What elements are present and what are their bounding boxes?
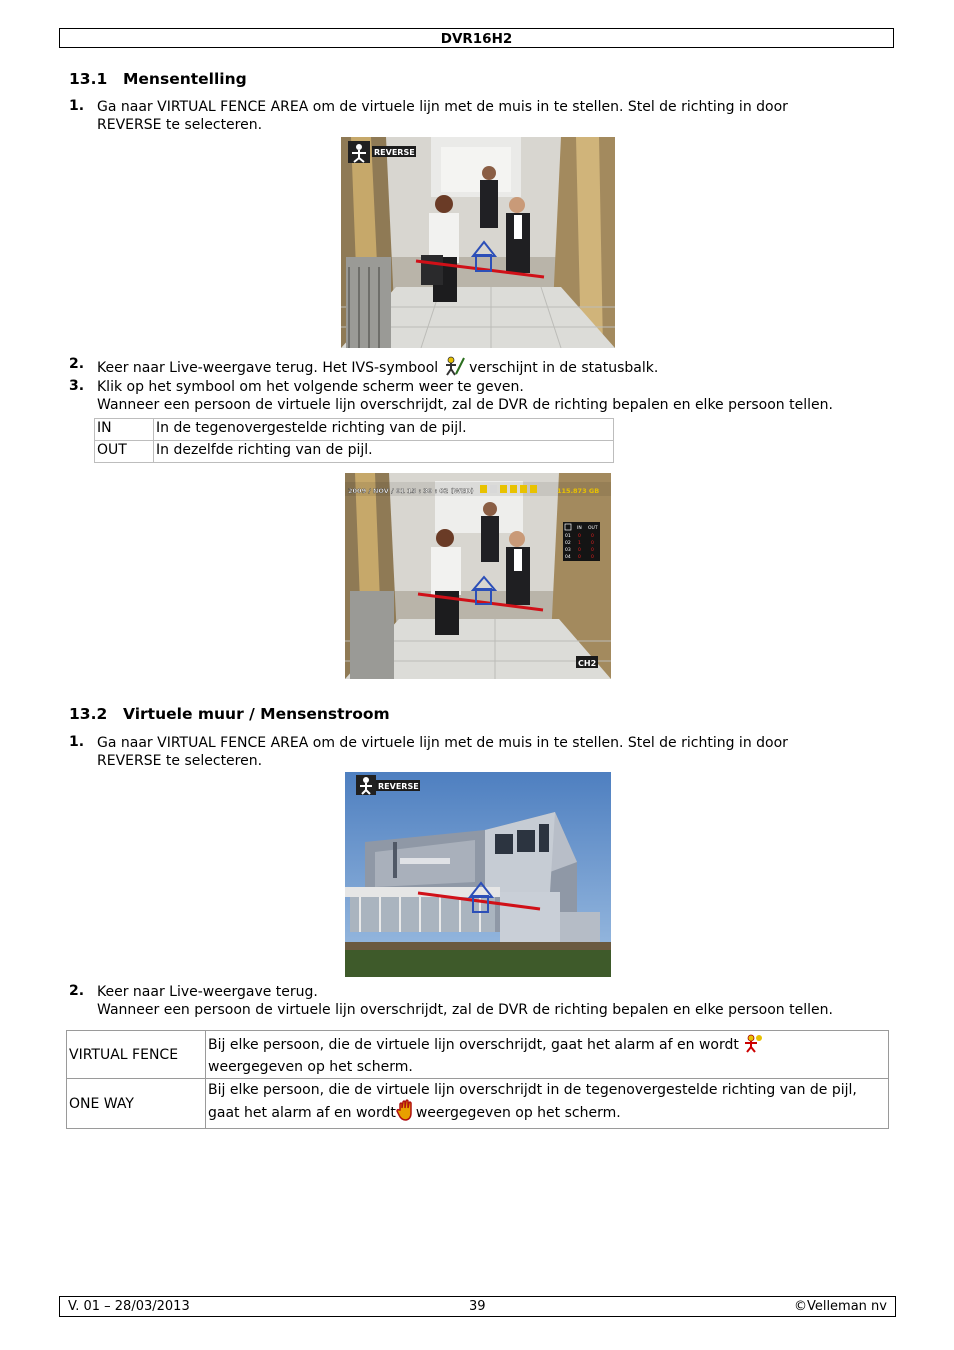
screenshot-live-view-counter — [345, 473, 611, 679]
step-number: 1. — [69, 734, 85, 750]
table-cell-key: OUT — [95, 441, 154, 463]
svg-text:04: 04 — [565, 555, 571, 560]
overlay-reverse-label: REVERSE — [378, 782, 419, 791]
svg-text:0: 0 — [578, 555, 581, 560]
table-cell-value: In dezelfde richting van de pijl. — [154, 441, 614, 463]
svg-text:0: 0 — [591, 548, 594, 553]
page-footer — [59, 1296, 896, 1317]
step-text: Klik op het symbool om het volgende scherm weer te geven. Wanneer een persoon de virtuele lijn overschrijdt, zal de DVR de richting bepalen en elke persoon tellen. — [97, 379, 833, 413]
step-text: Keer naar Live-weergave terug. Het IVS-symbool verschijnt in de statusbalk. — [97, 356, 658, 381]
section-heading-13-1: 13.1 Mensentelling — [69, 70, 247, 88]
svg-text:0: 0 — [591, 541, 594, 546]
footer-page-number: 39 — [469, 1299, 486, 1314]
counter-header-in: IN — [577, 526, 582, 531]
screenshot-virtual-fence-house — [345, 772, 611, 977]
svg-text:02: 02 — [565, 541, 571, 546]
table-row — [95, 419, 614, 441]
step-text: Ga naar VIRTUAL FENCE AREA om de virtuele lijn met de muis in te stellen. Stel de richting in door REVERSE te selecteren. — [97, 99, 788, 133]
overlay-reverse-label: REVERSE — [374, 148, 415, 157]
svg-text:0: 0 — [578, 534, 581, 539]
step-text: Ga naar VIRTUAL FENCE AREA om de virtuele lijn met de muis in te stellen. Stel de richting in door REVERSE te selecteren. — [97, 735, 788, 769]
one-way-hand-icon — [396, 1099, 416, 1126]
screenshot-virtual-fence-corridor — [341, 137, 615, 348]
svg-text:01: 01 — [565, 534, 571, 539]
svg-text:03: 03 — [565, 548, 571, 553]
footer-copyright: ©Velleman nv — [793, 1299, 887, 1314]
channel-label: CH2 — [578, 659, 597, 668]
table-cell-key: IN — [95, 419, 154, 441]
table-cell-key: ONE WAY — [67, 1079, 206, 1129]
footer-version: V. 01 – 28/03/2013 — [68, 1299, 190, 1314]
svg-text:0: 0 — [591, 534, 594, 539]
table-cell-value: In de tegenovergestelde richting van de pijl. — [154, 419, 614, 441]
svg-text:1: 1 — [578, 541, 581, 546]
step-number: 1. — [69, 98, 85, 114]
counter-header-out: OUT — [588, 526, 598, 531]
step-number: 3. — [69, 378, 85, 394]
table-row — [67, 1031, 889, 1079]
virtual-fence-alarm-icon — [743, 1033, 763, 1058]
table-row — [95, 441, 614, 463]
header-title: DVR16H2 — [440, 31, 513, 47]
table-cell-key: VIRTUAL FENCE — [67, 1031, 206, 1079]
table-cell-value: Bij elke persoon, die de virtuele lijn overschrijdt, gaat het alarm af en wordt weergegeven op het scherm. — [206, 1031, 889, 1079]
page-header — [59, 28, 894, 48]
table-row — [67, 1079, 889, 1129]
svg-text:0: 0 — [578, 548, 581, 553]
section-heading-13-2: 13.2 Virtuele muur / Mensenstroom — [69, 705, 390, 723]
direction-table — [94, 418, 614, 463]
table-cell-value: Bij elke persoon, die de virtuele lijn overschrijdt in de tegenovergestelde richting van de pijl, gaat het alarm af en wordt weergegeven op het scherm. — [206, 1079, 889, 1129]
step-number: 2. — [69, 356, 85, 372]
status-datetime: 2009 / NOV / 01 15 : 30 : 02 (WED) — [348, 487, 474, 495]
status-disk-space: 115.873 GB — [557, 487, 600, 495]
svg-text:0: 0 — [591, 555, 594, 560]
alarm-mode-table — [66, 1030, 889, 1129]
step-number: 2. — [69, 983, 85, 999]
people-counter-panel — [563, 522, 600, 561]
step-text: Keer naar Live-weergave terug. Wanneer een persoon de virtuele lijn overschrijdt, zal de DVR de richting bepalen en elke persoon tellen. — [97, 984, 833, 1018]
